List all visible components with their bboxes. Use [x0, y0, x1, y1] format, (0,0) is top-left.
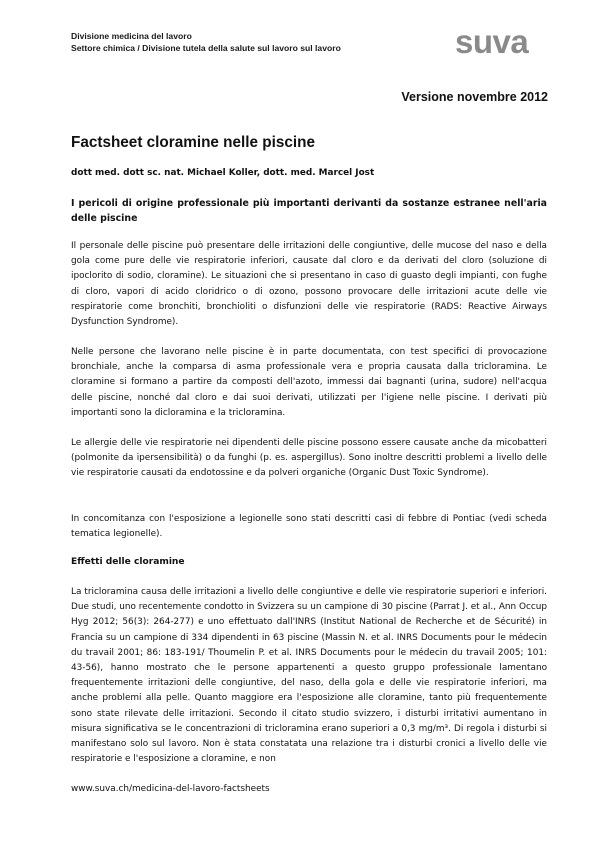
- header-sector: Settore chimica / Divisione tutela della salute sul lavoro sul lavoro: [71, 43, 341, 53]
- paragraph: Le allergie delle vie respiratorie nei dipendenti delle piscine possono essere causate anche da micobatteri (polmonite da ipersensibilità) o da funghi (p. es. aspergillus). Sono inoltre descritti problemi a livello delle vie respiratorie causati da endotossine e da polveri organiche (Organic Dust Toxic Syndrome).: [71, 438, 547, 479]
- intro-heading: I pericoli di origine professionale più importanti derivanti da sostanze estranee nell'aria delle piscine: [71, 198, 547, 225]
- authors-line: dott med. dott sc. nat. Michael Koller, dott. med. Marcel Jost: [71, 168, 375, 178]
- header-division: Divisione medicina del lavoro: [71, 31, 192, 41]
- suva-logo: suva: [455, 23, 529, 60]
- version-date: Versione novembre 2012: [401, 90, 548, 104]
- paragraph: Nelle persone che lavorano nelle piscine è in parte documentata, con test specifici di provocazione bronchiale, anche la comparsa di asma professionale vera e propria causata dalla tricloramina. Le cloramine si formano a partire da composti dell'azoto, immessi dai bagnanti (urina, sudore) nell'acqua delle piscine, nonché dal cloro e dai suoi derivati, utilizzati per l'igiene nelle piscine. I derivati più importanti sono la dicloramina e la tricloramina.: [71, 347, 547, 418]
- document-header: [71, 30, 341, 54]
- section-paragraph: La tricloramina causa delle irritazioni a livello delle congiuntive e delle vie respiratorie superiori e inferiori. Due studi, uno recentemente condotto in Svizzera su un campione di 30 piscine (Parrat J. et al., Ann Occup Hyg 2012; 56(3): 264-277) e uno effettuato dall'INRS (Institut National de Recherche et de Sécurité) in Francia su un campione di 334 dipendenti in 63 piscine (Massin N. et al. INRS Documents pour le médecin du travail 2001; 86: 183-191/ Thoumelin P. et al. INRS Documents pour le médecin du travail 2005; 101: 43-56), hanno mostrato che le persone appartenenti a questo gruppo professionale lamentano frequentemente irritazioni delle congiuntive, del naso, della gola e delle vie respiratorie inferiori, ma anche problemi alla pelle. Quanto maggiore era l'esposizione alle cloramine, tanto più frequentemente sono state rilevate delle irritazioni. Secondo il citato studio svizzero, i disturbi irritativi aumentano in misura significativa se le concentrazioni di tricloramina erano superiori a 0,3 mg/m³. Di regola i disturbi si manifestano solo sul lavoro. Non è stata constatata una relazione tra i disturbi cronici a livello delle vie respiratorie e l'esposizione a cloramine, e non: [71, 587, 547, 765]
- paragraph: In concomitanza con l'esposizione a legionelle sono stati descritti casi di febbre di Pontiac (vedi scheda tematica legionelle).: [71, 514, 547, 540]
- paragraph: Il personale delle piscine può presentare delle irritazioni delle congiuntive, delle mucose del naso e della gola come pure delle vie respiratorie inferiori, causate dal cloro e da derivati del cloro (soluzione di ipoclorito di sodio, cloramine). Le situazioni che si presentano in caso di guasto degli impianti, con fughe di cloro, vapori di acido cloridrico o di ozono, possono provocare delle irritazioni acute delle vie respiratorie come bronchiti, bronchioliti o disfunzioni delle vie respiratorie (RADS: Reactive Airways Dysfunction Syndrome).: [71, 241, 547, 328]
- page-title: Factsheet cloramine nelle piscine: [71, 134, 315, 151]
- footer-link[interactable]: www.suva.ch/medicina-del-lavoro-factsheets: [71, 784, 270, 794]
- section-heading: Effetti delle cloramine: [71, 557, 185, 567]
